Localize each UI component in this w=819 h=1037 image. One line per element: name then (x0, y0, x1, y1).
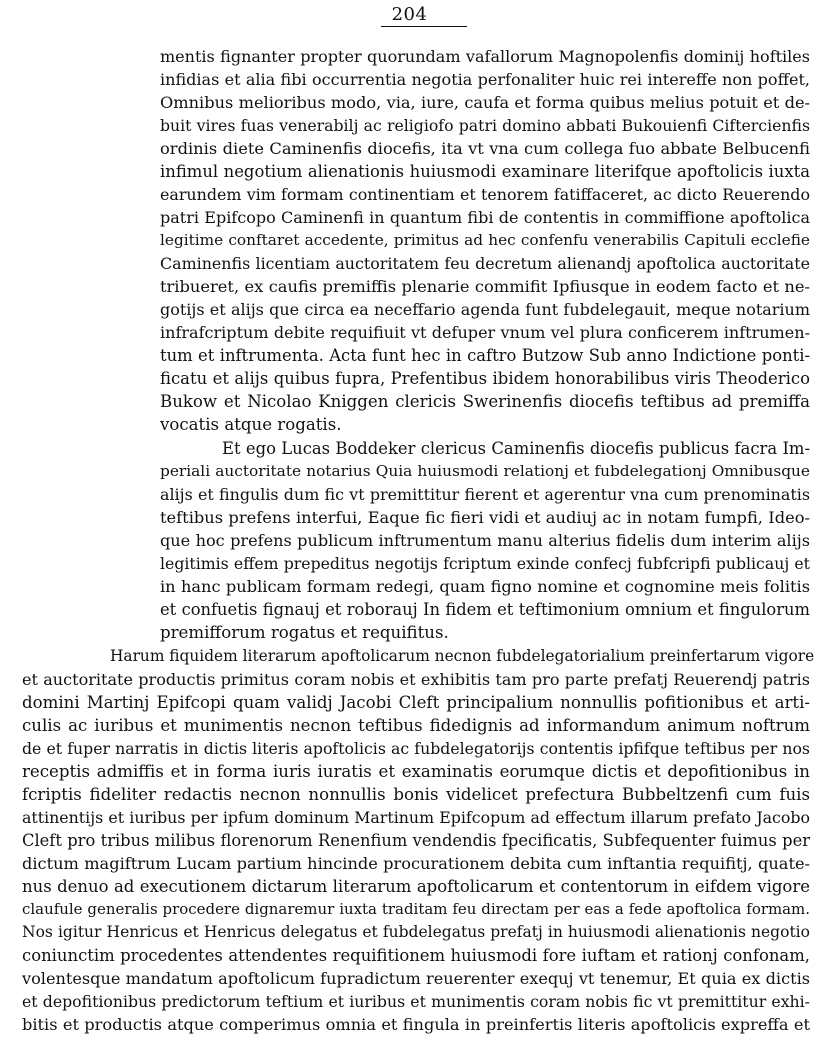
text-line: alijs et fingulis dum fic vt premittitur fierent et agerentur vna cum prenominatis (160, 485, 810, 504)
text-line: infidias et alia fibi occurrentia negotia perfonaliter huic rei intereffe non poffet, (160, 70, 810, 89)
text-line: que hoc prefens publicum inftrumentum manu alterius fidelis dum interim alijs (160, 531, 810, 550)
text-line: periali auctoritate notarius Quia huiusmodi relationj et fubdelegationj Omnibusque (160, 462, 810, 480)
text-line: claufule generalis procedere dignaremur iuxta traditam feu directam per eas a fede apoftolica formam. (22, 900, 810, 918)
text-line: ordinis diete Caminenfis diocefis, ita vt vna cum collega fuo abbate Belbucenfi (160, 139, 810, 158)
text-line: Harum fiquidem literarum apoftolicarum necnon fubdelegatorialium preinfertarum vigore (110, 647, 815, 665)
text-line: Et ego Lucas Boddeker clericus Caminenfis diocefis publicus facra Im- (222, 439, 810, 458)
text-line: legitimis effem prepeditus negotijs fcriptum exinde confecj fubfcripfi publicauj et (160, 554, 810, 573)
page-number-text: 204 (391, 4, 428, 25)
text-line: Cleft pro tribus milibus florenorum Renenfium vendendis fpecificatis, Subfequenter fuimus per (22, 831, 810, 850)
text-line: Omnibus melioribus modo, via, iure, caufa et forma quibus melius potuit et de- (160, 93, 810, 112)
text-line: tribueret, ex caufis premiffis plenarie commifit Ipfiusque in eodem facto et ne- (160, 277, 810, 296)
text-line: vocatis atque rogatis. (160, 415, 342, 434)
text-line: Bukow et Nicolao Kniggen clericis Swerinenfis diocefis teftibus ad premiffa (160, 392, 810, 411)
text-line: et confuetis fignauj et roborauj In fidem et teftimonium omnium et fingulorum (160, 600, 810, 619)
text-line: Nos igitur Henricus et Henricus delegatus et fubdelegatus prefatj in huiusmodi alienationis negotio (22, 923, 810, 941)
text-line: tum et inftrumenta. Acta funt hec in caftro Butzow Sub anno Indictione ponti- (160, 346, 810, 365)
text-line: teftibus prefens interfui, Eaque fic fieri vidi et audiuj ac in notam fumpfi, Ideo- (160, 508, 810, 527)
text-line: domini Martinj Epifcopi quam validj Jacobi Cleft principalium nonnullis pofitionibus et arti- (22, 693, 810, 712)
header-rule (381, 26, 467, 27)
text-line: ficatu et alijs quibus fupra, Prefentibus ibidem honorabilibus viris Theoderico (160, 369, 810, 388)
text-line: in hanc publicam formam redegi, quam figno nomine et cognomine meis folitis (160, 577, 810, 596)
paragraph-notary-act (160, 45, 810, 436)
text-line: attinentijs et iuribus per ipfum dominum Martinum Epifcopum ad effectum illarum prefato Jacobo (22, 808, 810, 827)
text-line: et auctoritate productis primitus coram nobis et exhibitis tam pro parte prefatj Reuerendj patris (22, 670, 810, 689)
page-number (0, 4, 819, 27)
text-line: gotijs et alijs que circa ea neceffario agenda funt fubdelegauit, meque notarium (160, 300, 810, 319)
text-line: infimul negotium alienationis huiusmodi examinare literifque apoftolicis iuxta (160, 162, 810, 181)
text-line: patri Epifcopo Caminenfi in quantum fibi de contentis in commiffione apoftolica (160, 208, 810, 227)
text-line: coniunctim procedentes attendentes requifitionem huiusmodi fore iuftam et rationj confonam, (22, 946, 810, 965)
text-line: buit vires fuas venerabilj ac religiofo patri domino abbati Bukouienfi Ciftercienfis (160, 116, 810, 135)
text-line: mentis fignanter propter quorundam vafallorum Magnopolenfis dominij hoftiles (160, 47, 810, 66)
text-line: legitime conftaret accedente, primitus ad hec confenfu venerabilis Capituli ecclefie (160, 231, 810, 249)
text-line: premifforum rogatus et requifitus. (160, 623, 449, 642)
text-line: earundem vim formam continentiam et tenorem fatiffaceret, ac dicto Reuerendo (160, 185, 810, 204)
paragraph-notary-signature (160, 437, 810, 644)
text-line: dictum magiftrum Lucam partium hincinde procurationem debita cum inftantia requifitj, quate- (22, 854, 810, 873)
text-line: de et fuper narratis in dictis literis apoftolicis ac fubdelegatorijs contentis ipfifque teftibus per nos (22, 739, 810, 758)
text-line: Caminenfis licentiam auctoritatem feu decretum alienandj apoftolica auctoritate (160, 254, 810, 273)
text-line: fcriptis fideliter redactis necnon nonnullis bonis videlicet prefectura Bubbeltzenfi cum fuis (22, 785, 810, 804)
text-line: et depofitionibus predictorum teftium et iuribus et munimentis coram nobis fic vt premittitur exhi- (22, 992, 810, 1011)
text-line: nus denuo ad executionem dictarum literarum apoftolicarum et contentorum in eifdem vigore (22, 877, 810, 896)
text-line: bitis et productis atque comperimus omnia et fingula in preinfertis literis apoftolicis expreffa et (22, 1015, 810, 1034)
text-line: volentesque mandatum apoftolicum fupradictum reuerenter exequj vt tenemur, Et quia ex dictis (22, 969, 810, 988)
text-line: receptis admiffis et in forma iuris iuratis et examinatis eorumque dictis et depofitionibus in (22, 762, 810, 781)
paragraph-main-text (22, 645, 815, 1036)
text-line: culis ac iuribus et munimentis necnon teftibus fidedignis ad informandum animum noftrum (22, 716, 810, 735)
text-line: infrafcriptum debite requifiuit vt defuper vnum vel plura conficerem inftrumen- (160, 323, 810, 342)
